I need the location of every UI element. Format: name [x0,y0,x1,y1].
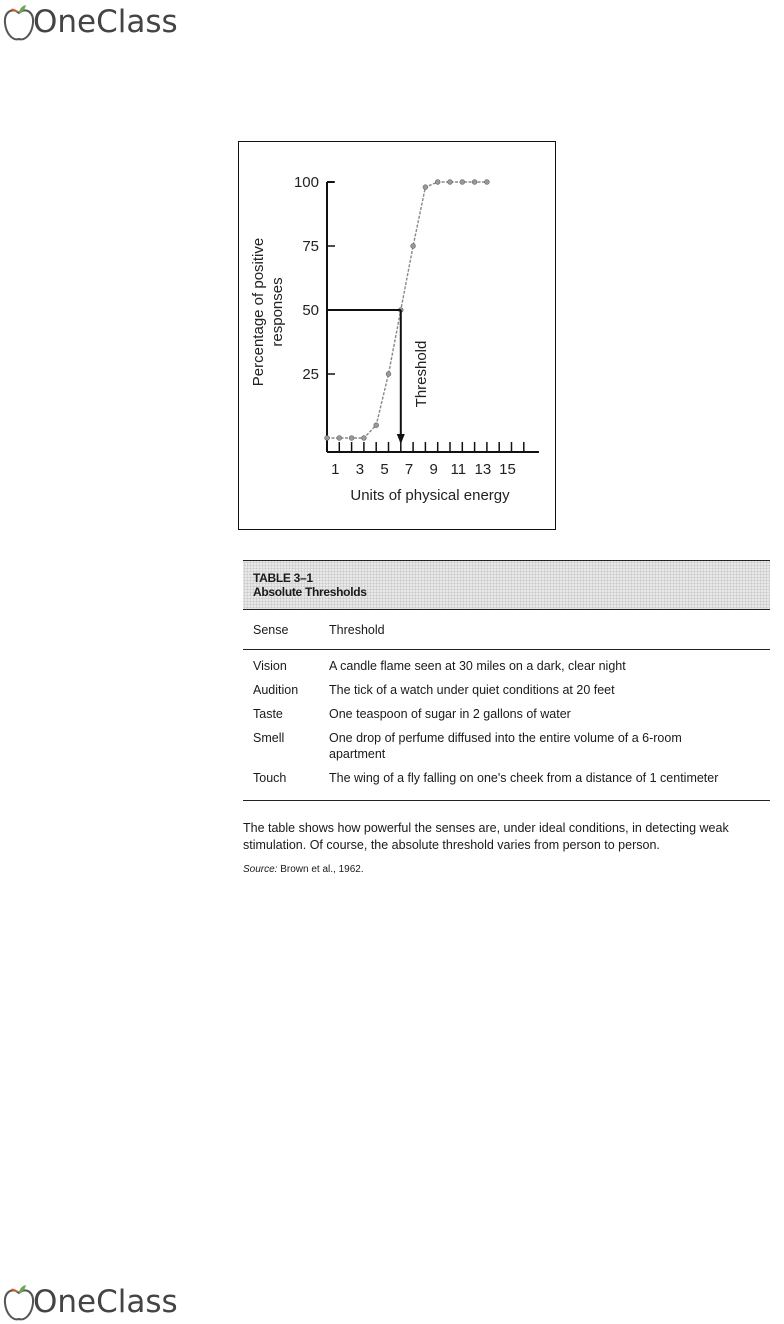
sense-cell: Vision [253,659,287,673]
column-headers [243,610,770,650]
y-tick-label: 50 [302,302,319,319]
x-tick-label: 15 [499,461,516,478]
table-row [243,730,770,762]
threshold-cell: A candle flame seen at 30 miles on a dark, clear night [329,659,626,673]
absolute-thresholds-table [243,560,770,801]
data-point [435,180,440,185]
data-point [472,180,477,185]
column-header-sense: Sense [253,622,289,637]
data-point [374,423,379,428]
oneclass-logo-bottom [2,1280,178,1324]
sense-cell: Smell [253,731,285,745]
sense-cell: Touch [253,771,287,785]
brand-name: OneClass [33,4,178,40]
threshold-cell: The tick of a watch under quiet conditions at 20 feet [329,683,615,697]
data-point [349,436,354,441]
data-point [411,244,416,249]
data-point [460,180,465,185]
table-row [243,706,770,722]
threshold-cell: The wing of a fly falling on one's cheek from a distance of 1 centimeter [329,771,719,785]
sense-cell: Taste [253,707,283,721]
data-point [485,180,490,185]
y-tick-label: 100 [293,174,319,191]
y-axis-label-line1: Percentage of positive [250,237,267,387]
table-row [243,658,770,674]
x-tick-label: 11 [450,461,467,478]
chart-marks [325,180,490,444]
x-tick-label: 3 [355,461,365,478]
sense-cell: Audition [253,683,299,697]
table-caption: The table shows how powerful the senses are, under ideal conditions, in detecting weak stimulation. Of course, the absolute threshold varies from person to person. [243,821,729,852]
table-header [243,560,770,610]
data-point [448,180,453,185]
source-label: Source: [243,864,278,875]
oneclass-logo-top [2,0,178,44]
source-text: Brown et al., 1962. [280,864,364,875]
table-source [243,864,364,875]
threshold-figure [238,141,556,530]
x-tick-label: 5 [380,461,389,478]
x-tick-label: 1 [331,461,340,478]
x-tick-label: 9 [429,461,438,478]
x-tick-label: 7 [404,461,414,478]
x-tick-label: 13 [474,461,492,478]
x-axis-label: Units of physical energy [350,487,510,504]
data-point [325,436,330,441]
chart-axes [294,174,539,478]
apple-logo-icon [2,1284,36,1324]
threshold-cell: One drop of perfume diffused into the entire volume of a 6-room apartment [329,731,682,761]
psychometric-chart [239,142,557,531]
brand-name: OneClass [33,1284,178,1320]
data-point [337,436,342,441]
table-number: TABLE 3–1 [253,571,313,585]
table-row [243,682,770,698]
y-tick-label: 25 [302,366,319,383]
table-title: Absolute Thresholds [253,585,367,599]
threshold-annotation: Threshold [413,340,430,408]
column-header-threshold: Threshold [329,622,385,637]
y-axis-label-line2: responses [269,277,286,347]
data-point [423,185,428,190]
y-tick-label: 75 [302,238,319,255]
apple-logo-icon [2,4,36,44]
threshold-arrow-icon [397,434,405,444]
table-row [243,770,770,786]
threshold-cell: One teaspoon of sugar in 2 gallons of water [329,707,571,721]
data-point [362,436,367,441]
table-body [243,650,770,801]
data-point [386,372,391,377]
